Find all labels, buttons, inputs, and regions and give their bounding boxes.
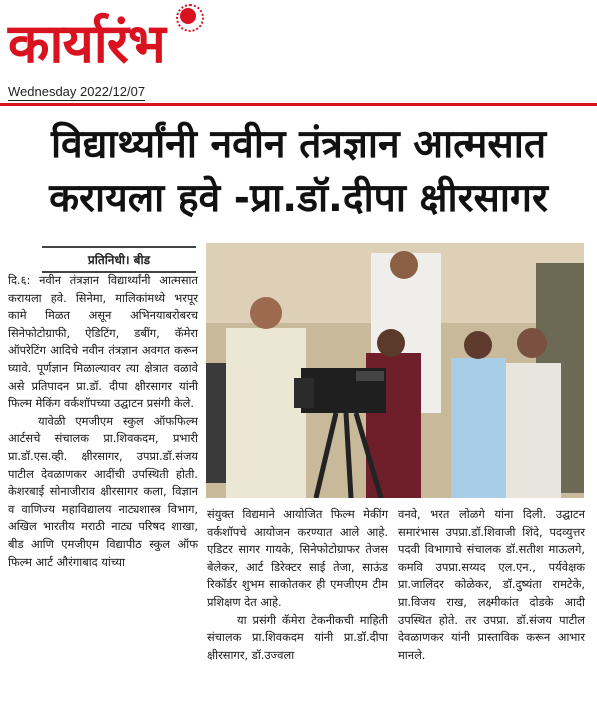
masthead-logo (8, 4, 198, 84)
article-byline: प्रतिनिधी। बीड (42, 246, 196, 273)
article-photo (206, 243, 584, 498)
masthead-divider (0, 103, 597, 106)
article-column-1 (8, 272, 198, 571)
headline-line-1: विद्यार्थ्यांनी नवीन तंत्रज्ञान आत्मसात (50, 122, 547, 167)
column-2-paragraph-1: संयुक्त विद्यमाने आयोजित फिल्म मेकींग वर्कशॉपचे आयोजन करण्यात आले आहे. एडिटर सागर गायके, सिनेफोटोग्राफर तेजस बेलेकर, आर्ट डिरेक्टर साई तेजा, साऊंड रिकॉर्डर शुभम साकोतकर ही एमजीएम टीम प्रशिक्षण देत आहे. (207, 507, 388, 609)
masthead-logo-text: कार्यारंभ (8, 12, 165, 75)
event-photo-illustration (206, 243, 584, 498)
publication-date: Wednesday 2022/12/07 (8, 84, 146, 99)
logo-sun-icon (180, 8, 196, 24)
article-column-2 (207, 506, 388, 664)
column-2-paragraph-2: या प्रसंगी कॅमेरा टेकनीकची माहिती संचालक प्रा.शिवकदम यांनी प्रा.डॉ.दीपा क्षीरसागर, डॉ.उज्वला (207, 612, 388, 662)
article-column-3 (398, 506, 585, 664)
headline-line-2: करायला हवे -प्रा.डॉ.दीपा क्षीरसागर (49, 176, 548, 221)
column-1-paragraph-2: यावेळी एमजीएम स्कुल ऑफफिल्म आर्टसचे संचालक प्रा.शिवकदम, प्रभारी प्रा.डॉ.एस.व्ही. क्षीरसागर, उपप्रा.डॉ.संजय पाटील देवळाणकर आदींची उपस्थिती होती. केशरबाई सोनाजीराव क्षीरसागर कला, विज्ञान व वाणिज्य महाविद्यालय नाट्यशास्त्र विभाग, अखिल भारतीय मराठी नाट्य परिषद शाखा, बीड आणि एमजीएम विद्यापीठ स्कुल ऑफ फिल्म आर्ट औरंगाबाद यांच्या (8, 413, 198, 569)
article-headline (0, 118, 597, 226)
column-1-paragraph-1: दि.६: नवीन तंत्रज्ञान विद्यार्थ्यांनी आत्मसात करायला हवे. सिनेमा, मालिकांमध्ये भरपूर कामे मिळत असून अभिनयाबरोबरच सिनेफोटोग्राफी, ऐडिटिंग, डबींग, कॅमेरा ऑपरेटिंग आदिचे नवीन तंत्रज्ञान अवगत करून घ्यावे. पूर्णज्ञान मिळाल्यावर त्या क्षेत्रात वळावे असे प्रतिपादन प्रा.डॉ. दीपा क्षीरसागर यांनी फिल्म मेकिंग वर्कशॉपच्या उद्घाटन प्रसंगी केले. (8, 273, 198, 411)
column-3-paragraph-1: वनवे, भरत लोळगे यांना दिली. उद्घाटन समारंभास उपप्रा.डॉ.शिवाजी शिंदे, पदव्युत्तर पदवी विभागाचे संचालक डॉ.सतीश माऊलगे, कमवि उपप्रा.सय्यद एल.एन., पर्यवेक्षक प्रा.जालिंदर कोळेकर, डॉ.दुष्यंता रामटेके, प्रा.विजय राख, लक्ष्मीकांत दोडके आदी उपस्थित होते. तर उपप्रा. डॉ.संजय पाटील देवळाणकर यांनी प्रास्ताविक करून आभार मानले. (398, 507, 585, 662)
